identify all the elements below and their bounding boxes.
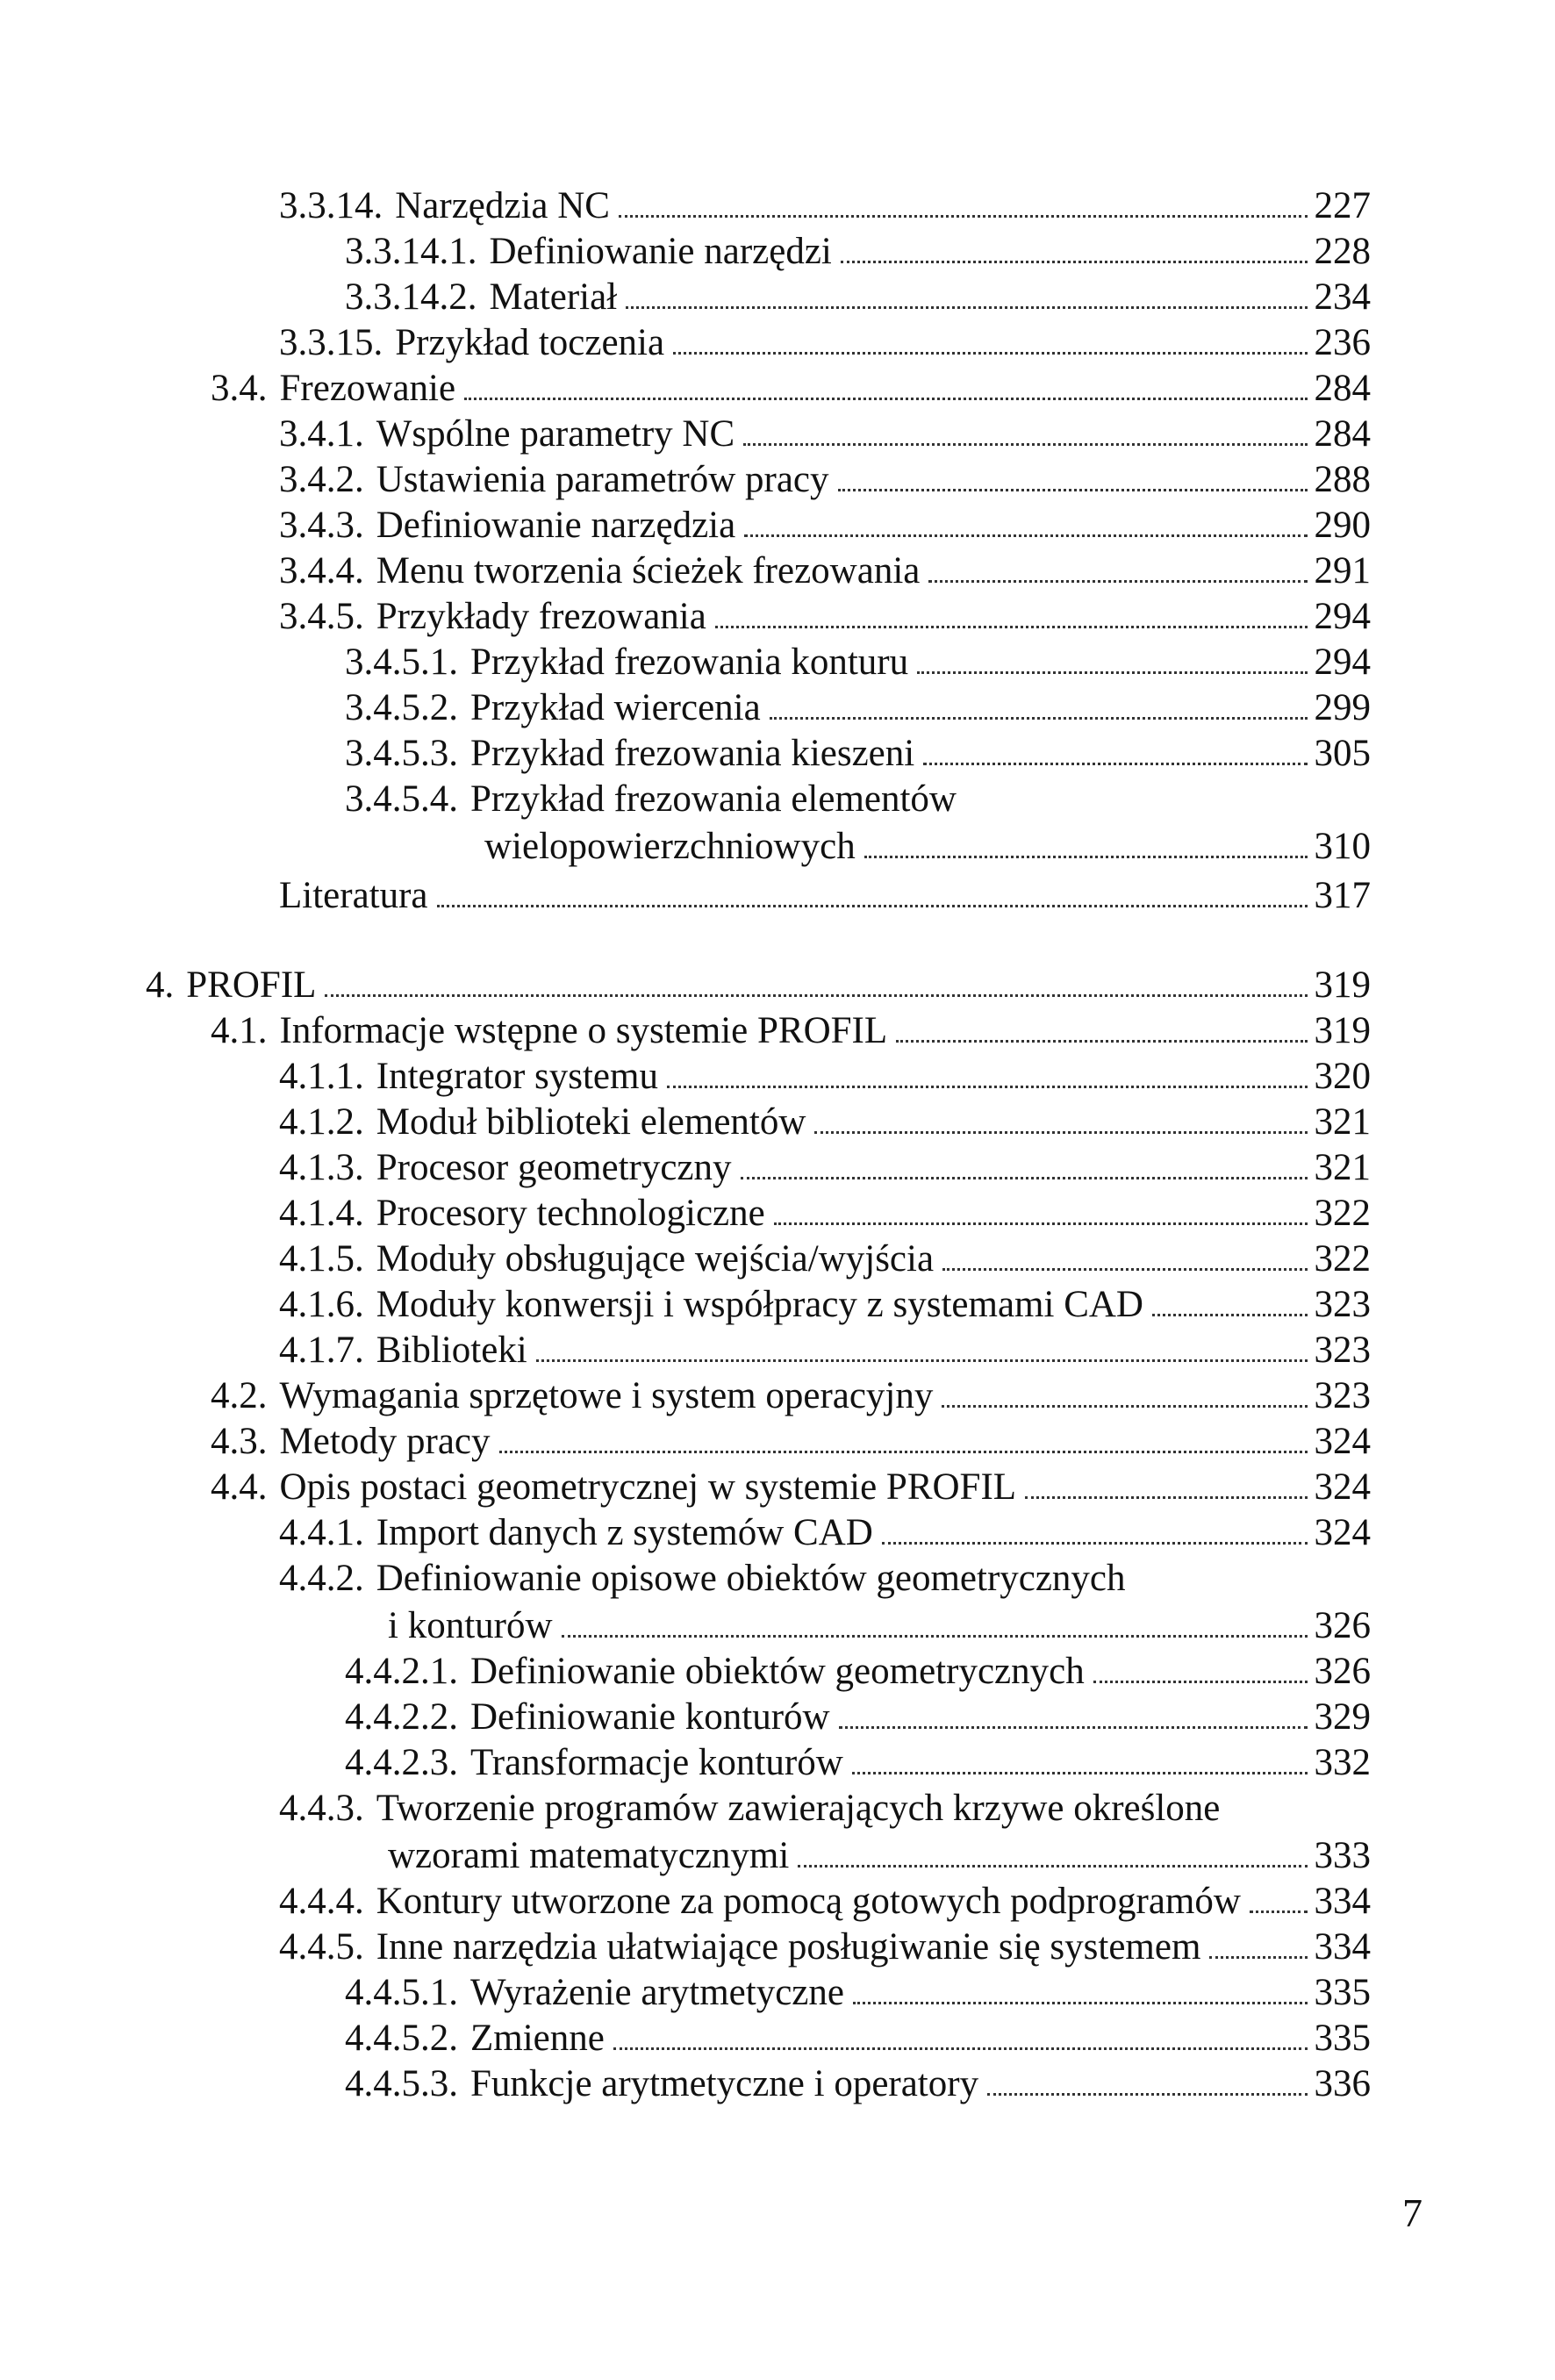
toc-entry-page: 335 <box>1314 1972 1371 2013</box>
toc-entry <box>279 1146 1371 1190</box>
toc-entry-page: 322 <box>1314 1193 1371 1234</box>
dot-leader <box>1250 1910 1308 1913</box>
toc-entry-page: 334 <box>1314 1926 1371 1968</box>
toc-entry-title: Przykład toczenia <box>395 322 665 363</box>
toc-entry-title: Metody pracy <box>279 1421 491 1462</box>
toc-entry <box>146 964 1371 1007</box>
toc-entry-title: Wyrażenie arytmetyczne <box>470 1972 844 2013</box>
toc-entry-title: Definiowanie narzędzia <box>376 505 736 546</box>
toc-entry <box>345 1741 1371 1785</box>
toc-entry-number: 4.1.2. <box>279 1101 364 1143</box>
toc-entry <box>484 825 1371 869</box>
toc-entry-page: 284 <box>1314 368 1371 409</box>
dot-leader <box>798 1864 1307 1867</box>
dot-leader <box>626 305 1307 309</box>
toc-entry-title: Literatura <box>279 875 428 916</box>
dot-leader <box>673 351 1307 355</box>
toc-entry-number: 3.4.2. <box>279 459 364 500</box>
toc-entry-page: 288 <box>1314 459 1371 500</box>
toc-entry <box>211 1466 1371 1509</box>
toc-entry-number: 4.1. <box>211 1010 268 1051</box>
dot-leader <box>744 534 1307 537</box>
dot-leader <box>896 1039 1307 1043</box>
toc-entry-title: Przykład wiercenia <box>470 687 761 728</box>
toc-entry-title: Opis postaci geometrycznej w systemie PROFIL <box>279 1466 1017 1508</box>
dot-leader <box>841 260 1308 263</box>
toc-entry <box>279 1880 1371 1924</box>
dot-leader <box>499 1450 1308 1453</box>
toc-entry <box>211 1420 1371 1464</box>
toc-entry <box>345 1650 1371 1694</box>
toc-entry-title: Tworzenie programów zawierających krzywe określone <box>376 1788 1221 1829</box>
toc-entry-number: 4.1.1. <box>279 1056 364 1097</box>
toc-entry-title: Przykłady frezowania <box>376 596 706 637</box>
dot-leader <box>1093 1680 1308 1683</box>
toc-entry-page: 310 <box>1314 826 1371 867</box>
toc-entry-title: i konturów <box>388 1605 553 1646</box>
toc-entry-title: Frezowanie <box>279 368 456 409</box>
dot-leader <box>613 2047 1308 2050</box>
toc-entry-title: Ustawienia parametrów pracy <box>376 459 829 500</box>
toc-entry <box>388 1604 1371 1648</box>
toc-entry-number: 3.4.3. <box>279 505 364 546</box>
toc-entry-page: 323 <box>1314 1330 1371 1371</box>
dot-leader <box>619 214 1308 218</box>
toc-entry <box>279 1237 1371 1281</box>
toc-entry-title: Informacje wstępne o systemie PROFIL <box>279 1010 888 1051</box>
dot-leader <box>536 1358 1308 1362</box>
toc-entry <box>279 458 1371 502</box>
toc-entry-page: 333 <box>1314 1835 1371 1876</box>
toc-entry-number: 4.4.5. <box>279 1926 364 1968</box>
page-number: 7 <box>1402 2190 1422 2235</box>
toc-entry <box>279 1329 1371 1373</box>
toc-entry <box>279 1055 1371 1099</box>
toc-entry-title: Definiowanie narzędzi <box>489 231 832 272</box>
toc-entry-page: 335 <box>1314 2018 1371 2059</box>
toc-entry <box>279 504 1371 548</box>
toc-entry-page: 322 <box>1314 1238 1371 1280</box>
toc-entry-page: 290 <box>1314 505 1371 546</box>
toc-entry-number: 4.4.5.3. <box>345 2063 458 2104</box>
toc-entry-page: 324 <box>1314 1421 1371 1462</box>
toc-entry-number: 4.2. <box>211 1375 268 1416</box>
toc-entry-number: 4. <box>146 964 175 1006</box>
toc-entry <box>388 1834 1371 1878</box>
toc-entry-title: Moduły konwersji i współpracy z systemami CAD <box>376 1284 1143 1325</box>
toc-entry-page: 236 <box>1314 322 1371 363</box>
dot-leader <box>770 716 1308 720</box>
toc-entry-title: Definiowanie konturów <box>470 1696 830 1738</box>
dot-leader <box>325 993 1307 997</box>
toc-entry <box>345 778 1371 821</box>
toc-entry-title: Wymagania sprzętowe i system operacyjny <box>279 1375 934 1416</box>
toc-entry-number: 3.3.14.1. <box>345 231 477 272</box>
toc-entry-page: 317 <box>1314 875 1371 916</box>
toc-entry-number: 4.1.7. <box>279 1330 364 1371</box>
toc-entry-number: 4.1.4. <box>279 1193 364 1234</box>
dot-leader <box>741 1176 1308 1179</box>
toc-entry-number: 4.4.2.3. <box>345 1742 458 1783</box>
toc-entry-title: Przykład frezowania elementów <box>470 778 957 820</box>
toc-entry <box>279 321 1371 365</box>
toc-entry <box>345 2017 1371 2061</box>
toc-entry-title: Definiowanie obiektów geometrycznych <box>470 1651 1085 1692</box>
toc-entry-page: 321 <box>1314 1101 1371 1143</box>
toc-entry <box>345 686 1371 730</box>
toc-entry-number: 3.4.4. <box>279 550 364 591</box>
toc-entry <box>345 641 1371 685</box>
toc-entry-page: 336 <box>1314 2063 1371 2104</box>
toc-entry-number: 4.4.2.1. <box>345 1651 458 1692</box>
toc-entry-title: wzorami matematycznymi <box>388 1835 790 1876</box>
toc-entry-page: 319 <box>1314 964 1371 1006</box>
toc-entry-number: 4.1.5. <box>279 1238 364 1280</box>
toc-entry-title: Import danych z systemów CAD <box>376 1512 873 1553</box>
toc-entry <box>279 1925 1371 1969</box>
toc-entry-number: 3.4.5. <box>279 596 364 637</box>
dot-leader <box>774 1222 1308 1225</box>
toc-entry-title: Definiowanie opisowe obiektów geometrycznych <box>376 1558 1126 1599</box>
dot-leader <box>667 1085 1308 1088</box>
toc-entry-page: 324 <box>1314 1466 1371 1508</box>
toc-entry-title: Procesory technologiczne <box>376 1193 765 1234</box>
dot-leader <box>562 1634 1308 1638</box>
toc-entry <box>211 1009 1371 1053</box>
toc-entry <box>211 1374 1371 1418</box>
toc-entry <box>279 595 1371 639</box>
toc-entry-title: wielopowierzchniowych <box>484 826 856 867</box>
toc-entry-number: 3.3.14. <box>279 185 383 226</box>
toc-entry <box>279 412 1371 456</box>
toc-entry-number: 4.4. <box>211 1466 268 1508</box>
toc-entry-page: 332 <box>1314 1742 1371 1783</box>
toc-entry-page: 291 <box>1314 550 1371 591</box>
dot-leader <box>464 397 1307 400</box>
toc-entry-number: 4.1.3. <box>279 1147 364 1188</box>
dot-leader <box>987 2092 1307 2096</box>
toc-entry-number: 4.4.2. <box>279 1558 364 1599</box>
toc-entry-page: 294 <box>1314 596 1371 637</box>
toc-entry-page: 334 <box>1314 1881 1371 1922</box>
toc-entry-page: 326 <box>1314 1605 1371 1646</box>
toc-entry-number: 4.4.5.2. <box>345 2018 458 2059</box>
toc-entry <box>279 874 1371 918</box>
dot-leader <box>1209 1955 1307 1959</box>
toc-entry-page: 320 <box>1314 1056 1371 1097</box>
toc-entry-page: 228 <box>1314 231 1371 272</box>
toc-entry-number: 3.4.5.2. <box>345 687 458 728</box>
dot-leader <box>923 762 1307 765</box>
toc-entry-number: 3.4.5.3. <box>345 733 458 774</box>
toc-entry-page: 284 <box>1314 413 1371 455</box>
toc-entry-page: 227 <box>1314 185 1371 226</box>
toc-entry-title: Integrator systemu <box>376 1056 658 1097</box>
toc-entry-title: Moduł biblioteki elementów <box>376 1101 806 1143</box>
dot-leader <box>853 2001 1308 2004</box>
toc-entry-page: 323 <box>1314 1284 1371 1325</box>
toc-entry-number: 4.3. <box>211 1421 268 1462</box>
toc-entry-title: Moduły obsługujące wejścia/wyjścia <box>376 1238 935 1280</box>
toc-entry-title: Funkcje arytmetyczne i operatory <box>470 2063 979 2104</box>
dot-leader <box>437 904 1308 907</box>
toc-entry-title: Zmienne <box>470 2018 605 2059</box>
toc-entry <box>345 276 1371 319</box>
toc-entry <box>279 184 1371 228</box>
toc-entry <box>345 2062 1371 2106</box>
toc-entry-number: 3.4.1. <box>279 413 364 455</box>
toc-entry <box>345 732 1371 776</box>
dot-leader <box>852 1771 1308 1774</box>
toc-entry-title: Transformacje konturów <box>470 1742 843 1783</box>
toc-entry-title: Wspólne parametry NC <box>376 413 735 455</box>
toc-entry-page: 305 <box>1314 733 1371 774</box>
dot-leader <box>715 625 1308 628</box>
toc-entry-number: 4.4.4. <box>279 1881 364 1922</box>
toc-entry-number: 3.3.14.2. <box>345 276 477 318</box>
toc-entry-number: 3.4.5.1. <box>345 642 458 683</box>
toc-entry-page: 323 <box>1314 1375 1371 1416</box>
toc-entry-page: 319 <box>1314 1010 1371 1051</box>
toc-entry <box>279 1787 1371 1831</box>
toc-entry-title: Biblioteki <box>376 1330 527 1371</box>
toc-entry <box>345 1971 1371 2015</box>
toc-entry-page: 326 <box>1314 1651 1371 1692</box>
toc-entry-title: Przykład frezowania konturu <box>470 642 909 683</box>
toc-entry <box>211 367 1371 411</box>
dot-leader <box>1152 1313 1308 1316</box>
dot-leader <box>942 1404 1307 1408</box>
toc-entry <box>345 1695 1371 1739</box>
dot-leader <box>882 1541 1308 1545</box>
toc-entry-title: Kontury utworzone za pomocą gotowych podprogramów <box>376 1881 1241 1922</box>
dot-leader <box>942 1267 1307 1271</box>
toc-entry-title: Narzędzia NC <box>395 185 610 226</box>
toc-entry-page: 234 <box>1314 276 1371 318</box>
toc-entry-number: 3.3.15. <box>279 322 383 363</box>
toc-entry-number: 3.4. <box>211 368 268 409</box>
toc-entry-number: 4.4.1. <box>279 1512 364 1553</box>
toc-entry-page: 299 <box>1314 687 1371 728</box>
toc-entry-title: Procesor geometryczny <box>376 1147 732 1188</box>
dot-leader <box>839 1725 1308 1729</box>
toc-entry-title: Materiał <box>489 276 618 318</box>
toc-entry <box>279 1192 1371 1236</box>
toc-entry <box>279 549 1371 593</box>
dot-leader <box>864 855 1308 858</box>
toc-entry-page: 324 <box>1314 1512 1371 1553</box>
toc-entry-number: 3.4.5.4. <box>345 778 458 820</box>
toc-entry-number: 4.4.2.2. <box>345 1696 458 1738</box>
dot-leader <box>928 579 1307 583</box>
dot-leader <box>838 488 1308 491</box>
toc-entry <box>279 1100 1371 1144</box>
toc-entry-page: 329 <box>1314 1696 1371 1738</box>
toc-entry-title: Przykład frezowania kieszeni <box>470 733 915 774</box>
toc-entry <box>345 230 1371 274</box>
dot-leader <box>814 1130 1307 1134</box>
dot-leader <box>743 442 1307 446</box>
toc-entry-title: PROFIL <box>186 964 317 1006</box>
toc-entry-page: 294 <box>1314 642 1371 683</box>
toc-entry-number: 4.4.3. <box>279 1788 364 1829</box>
toc-entry-title: Inne narzędzia ułatwiające posługiwanie się systemem <box>376 1926 1201 1968</box>
toc-entry-number: 4.4.5.1. <box>345 1972 458 2013</box>
toc-entry <box>279 1283 1371 1327</box>
toc-entry-page: 321 <box>1314 1147 1371 1188</box>
toc-entry-title: Menu tworzenia ścieżek frezowania <box>376 550 921 591</box>
dot-leader <box>1025 1495 1307 1499</box>
dot-leader <box>917 670 1307 674</box>
toc-entry <box>279 1557 1371 1601</box>
toc-entry <box>279 1511 1371 1555</box>
toc-entry-number: 4.1.6. <box>279 1284 364 1325</box>
